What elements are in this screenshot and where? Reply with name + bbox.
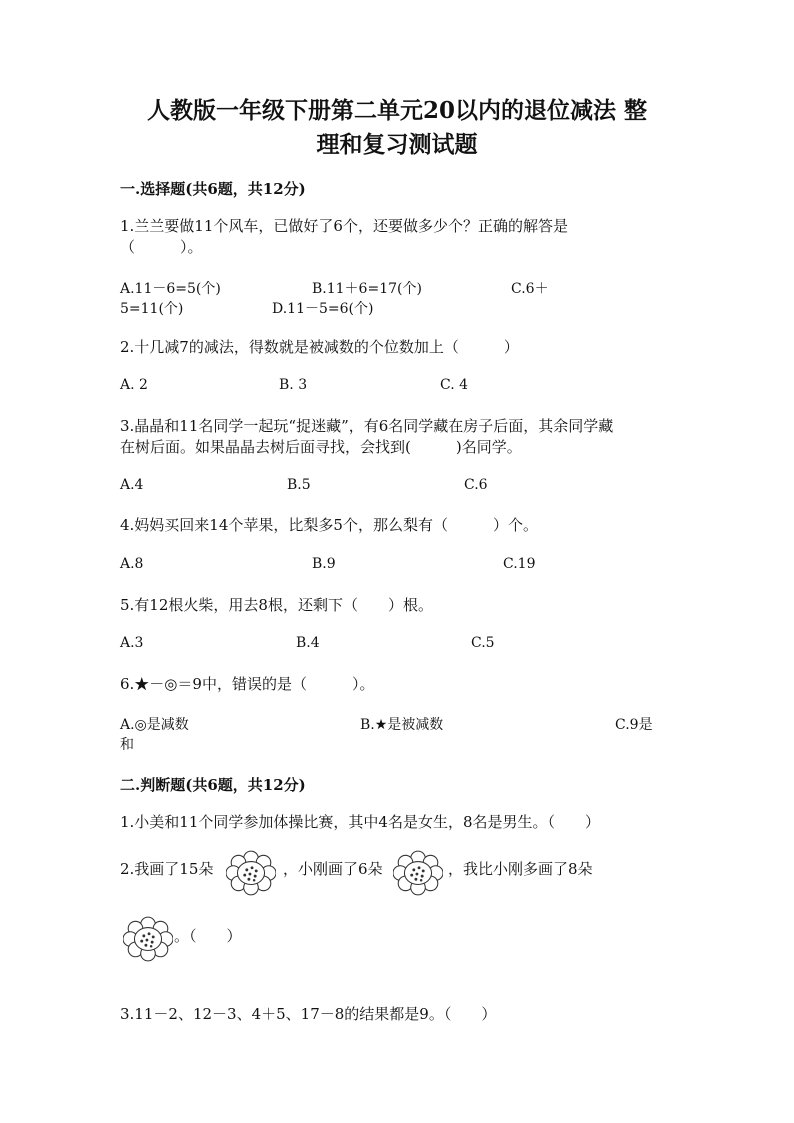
question-2-option-b: B. 3 — [279, 377, 308, 393]
question-3-text-line2: 在树后面。如果晶晶去树后面寻找，会找到( )名同学。 — [120, 438, 522, 456]
judgment-2-part1: 2.我画了15朵 — [120, 860, 214, 878]
question-4-option-a: A.8 — [120, 556, 144, 572]
judgment-2-part4: 。（ ） — [174, 927, 242, 945]
judgment-2-part2: ，小刚画了6朵 — [283, 860, 383, 878]
section-heading-judgment: 二.判断题(共6题，共12分) — [120, 776, 306, 794]
question-5-text: 5.有12根火柴，用去8根，还剩下（ ）根。 — [120, 596, 433, 614]
judgment-1-text: 1.小美和11个同学参加体操比赛，其中4名是女生，8名是男生。（ ） — [120, 813, 600, 831]
question-2-option-c: C. 4 — [440, 377, 469, 393]
question-6-option-c: C.9是 — [615, 717, 653, 733]
question-3-option-a: A.4 — [120, 477, 144, 493]
question-4-text: 4.妈妈买回来14个苹果，比梨多5个，那么梨有（ ）个。 — [120, 516, 538, 534]
question-6-text: 6.★－◎＝9中，错误的是（ ）。 — [120, 675, 375, 693]
section-heading-choice: 一.选择题(共6题，共12分) — [120, 180, 306, 198]
flower-icon — [226, 850, 276, 896]
question-4-option-b: B.9 — [312, 556, 336, 572]
question-4-option-c: C.19 — [503, 556, 536, 572]
question-1-text-line2: （ ）。 — [120, 238, 203, 256]
flower-icon — [393, 850, 443, 896]
question-5-option-c: C.5 — [471, 635, 495, 651]
question-6-option-c-cont: 和 — [120, 737, 134, 753]
title-line-1: 人教版一年级下册第二单元20以内的退位减法 整 — [146, 97, 647, 124]
question-1-option-a: A.11－6=5(个) — [120, 281, 221, 297]
question-2-text: 2.十几减7的减法，得数就是被减数的个位数加上（ ） — [120, 338, 519, 356]
question-1-text-line1: 1.兰兰要做11个风车，已做好了6个，还要做多少个？正确的解答是 — [120, 217, 568, 235]
question-6-option-b: B.★是被减数 — [360, 717, 444, 733]
question-3-option-b: B.5 — [287, 477, 311, 493]
question-6-option-a: A.◎是减数 — [120, 717, 189, 733]
judgment-3-text: 3.11－2、12－3、4＋5、17－8的结果都是9。（ ） — [120, 1005, 497, 1023]
question-1-option-d: D.11－5=6(个) — [272, 301, 374, 317]
question-5-option-b: B.4 — [296, 635, 320, 651]
question-3-option-c: C.6 — [464, 477, 488, 493]
question-2-option-a: A. 2 — [120, 377, 148, 393]
title-line-2: 理和复习测试题 — [316, 131, 478, 158]
question-1-option-c-cont: 5=11(个) — [120, 301, 184, 317]
page-title — [110, 94, 684, 162]
flower-icon — [123, 916, 173, 962]
question-3-text-line1: 3.晶晶和11名同学一起玩“捉迷藏”，有6名同学藏在房子后面，其余同学藏 — [120, 417, 614, 435]
question-5-option-a: A.3 — [120, 635, 144, 651]
question-1-option-c: C.6＋ — [511, 281, 549, 297]
question-1-option-b: B.11＋6=17(个) — [312, 281, 422, 297]
judgment-2-part3: ，我比小刚多画了8朵 — [448, 860, 593, 878]
